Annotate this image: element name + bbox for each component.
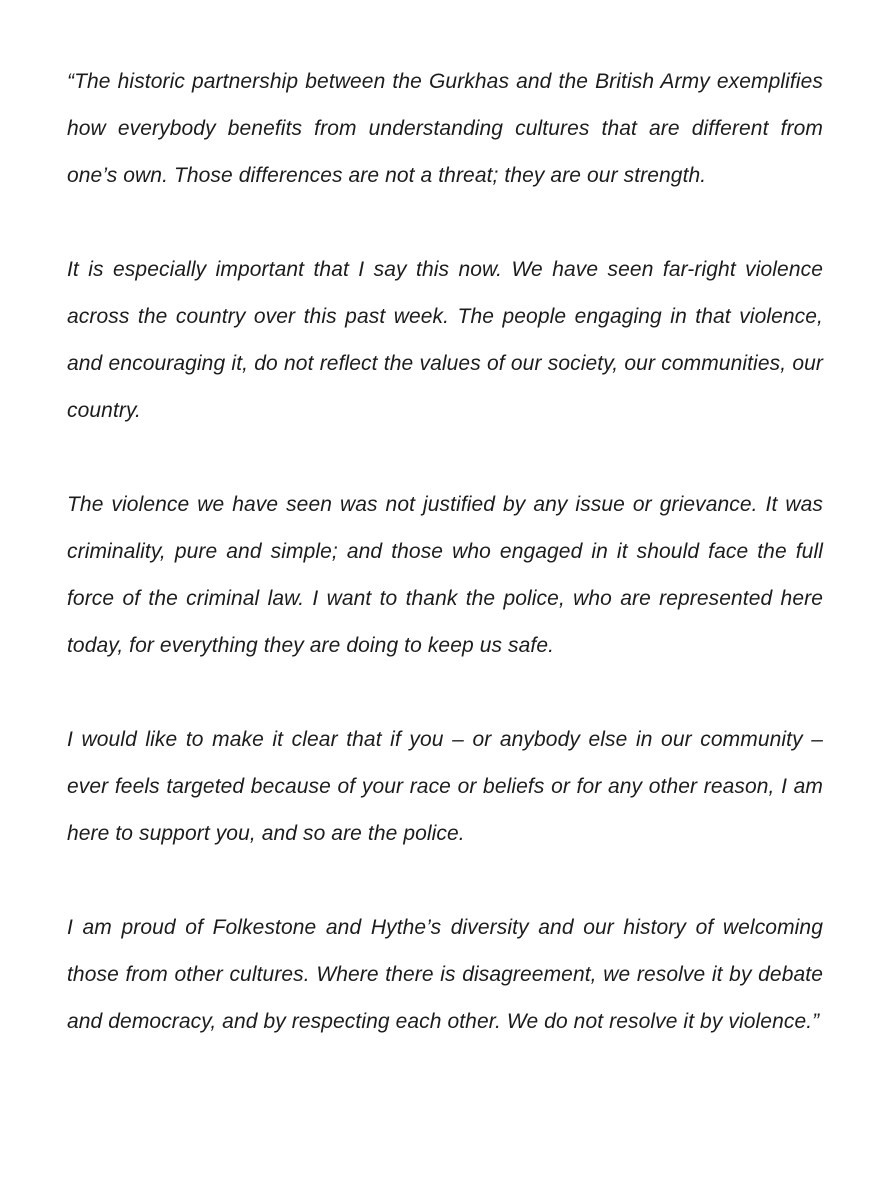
paragraph-far-right-violence: It is especially important that I say this now. We have seen far-right violence across the country over this past week. The people engaging in that violence, and encouraging it, do not reflect the values of our society, our communities, our country. [67,258,823,422]
paragraph-criminality: The violence we have seen was not justified by any issue or grievance. It was criminality, pure and simple; and those who engaged in it should face the full force of the criminal law. I want to thank the police, who are represented here today, for everything they are doing to keep us safe. [67,493,823,657]
quoted-statement [67,58,823,1045]
paragraph-support: I would like to make it clear that if you – or anybody else in our community – ever feels targeted because of your race or beliefs or for any other reason, I am here to support you, and so are the police. [67,728,823,845]
paragraph-diversity: I am proud of Folkestone and Hythe’s diversity and our history of welcoming those from other cultures. Where there is disagreement, we resolve it by debate and democracy, and by respecting each other. We do not resolve it by violence.” [67,916,823,1033]
paragraph-partnership: “The historic partnership between the Gurkhas and the British Army exemplifies how everybody benefits from understanding cultures that are different from one’s own. Those differences are not a threat; they are our strength. [67,70,823,187]
